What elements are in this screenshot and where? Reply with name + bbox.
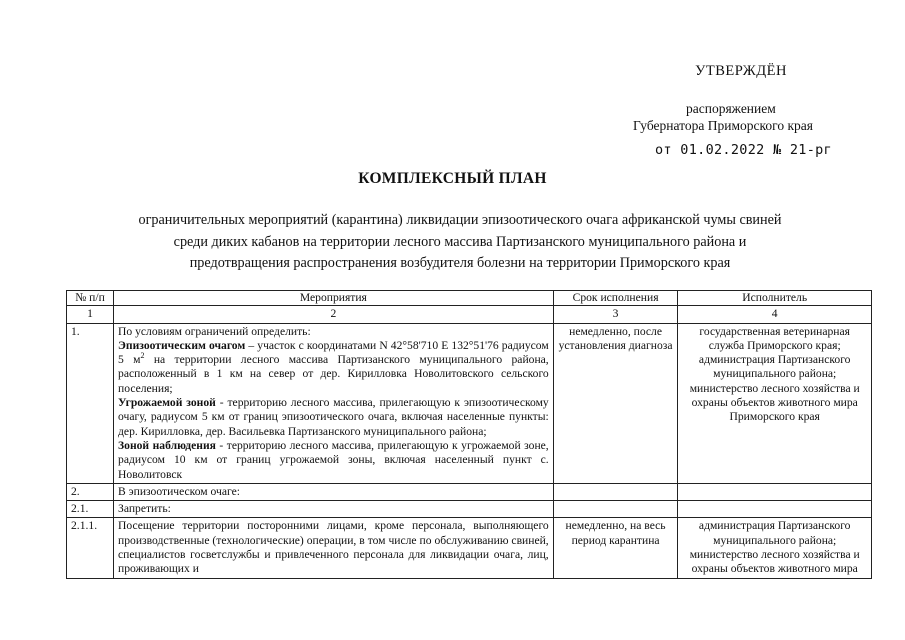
column-number-row	[67, 306, 872, 323]
row-number: 2.	[67, 483, 114, 500]
table-row	[67, 323, 872, 483]
document-subtitle	[60, 210, 860, 275]
focus-text-b: на территории лесного массива Партизанского муниципального района, расположенный в 1 км на север от дер. Кирилловка Новолитовского сельского поселения;	[118, 353, 549, 395]
document-title: КОМПЛЕКСНЫЙ ПЛАН	[358, 170, 547, 187]
order-line-2: Губернатора Приморского края	[633, 118, 813, 133]
table-row	[67, 518, 872, 578]
executor-line: государственная ветеринарная служба Приморского края;	[699, 324, 850, 352]
row-measures	[114, 323, 554, 483]
col-number-1: 1	[67, 306, 114, 323]
row-number: 2.1.	[67, 501, 114, 518]
table-row	[67, 483, 872, 500]
header-deadline: Срок исполнения	[553, 291, 678, 306]
col-number-3: 3	[553, 306, 678, 323]
header-number: № п/п	[67, 291, 114, 306]
approved-stamp: УТВЕРЖДЁН	[695, 63, 787, 79]
subtitle-line-3: предотвращения распространения возбудителя болезни на территории Приморского края	[189, 255, 731, 271]
row-number: 1.	[67, 323, 114, 483]
row-deadline	[553, 483, 678, 500]
executor-line: администрация Партизанского муниципального района;	[698, 519, 851, 547]
row-measures: Запретить:	[114, 501, 554, 518]
threat-text: - территорию лесного массива, прилегающую к эпизоотическому очагу, радиусом 5 км от границ эпизоотического очага, включая населенные пункты: дер. Кирилловка, дер. Васильевка Партизанского муниципального района;	[118, 396, 549, 438]
col-number-4: 4	[678, 306, 872, 323]
executor-line: министерство лесного хозяйства и охраны объектов животного мира	[689, 548, 860, 576]
watch-label: Зоной наблюдения	[118, 438, 216, 452]
order-date: от 01.02.2022 № 21-рг	[655, 142, 832, 158]
row-deadline: немедленно, на весь период карантина	[553, 518, 678, 578]
row-measures: Посещение территории посторонними лицами, кроме персонала, выполняющего производственные (технологические) операции, в том числе по обслуживанию свиней, специалистов госветслужбы и привлеченного персонала для ликвидации очага, лиц, проживающих и	[114, 518, 554, 578]
subtitle-line-1: ограничительных мероприятий (карантина) ликвидации эпизоотического очага африканской чумы свиней	[138, 212, 782, 228]
focus-label: Эпизоотическим очагом	[118, 338, 246, 352]
row-deadline	[553, 501, 678, 518]
table-row	[67, 501, 872, 518]
header-measures: Мероприятия	[114, 291, 554, 306]
focus-superscript: 2	[140, 351, 145, 361]
watch-text: - территорию лесного массива, прилегающую к угрожаемой зоне, радиусом 10 км от границ угрожаемой зоны, включая населенный пункт с. Новолитовск	[118, 438, 549, 481]
row-deadline: немедленно, после установления диагноза	[553, 323, 678, 483]
plan-table	[66, 290, 872, 579]
header-executor: Исполнитель	[678, 291, 872, 306]
row-measures: В эпизоотическом очаге:	[114, 483, 554, 500]
focus-text-a: – участок с координатами N 42°58'710 E 132°51'76 радиусом 5 м	[118, 338, 549, 367]
executor-line: министерство лесного хозяйства и охраны объектов животного мира Приморского края	[689, 381, 860, 424]
order-line-1: распоряжением	[686, 101, 776, 116]
col-number-2: 2	[114, 306, 554, 323]
row-executor	[678, 323, 872, 483]
measure-intro: По условиям ограничений определить:	[118, 324, 311, 338]
row-executor	[678, 518, 872, 578]
row-number: 2.1.1.	[67, 518, 114, 578]
row-executor	[678, 483, 872, 500]
table-header-row	[67, 291, 872, 306]
executor-line: администрация Партизанского муниципального района;	[698, 353, 851, 381]
row-executor	[678, 501, 872, 518]
threat-label: Угрожаемой зоной	[118, 396, 216, 410]
subtitle-line-2: среди диких кабанов на территории лесного массива Партизанского муниципального района и	[173, 233, 747, 250]
